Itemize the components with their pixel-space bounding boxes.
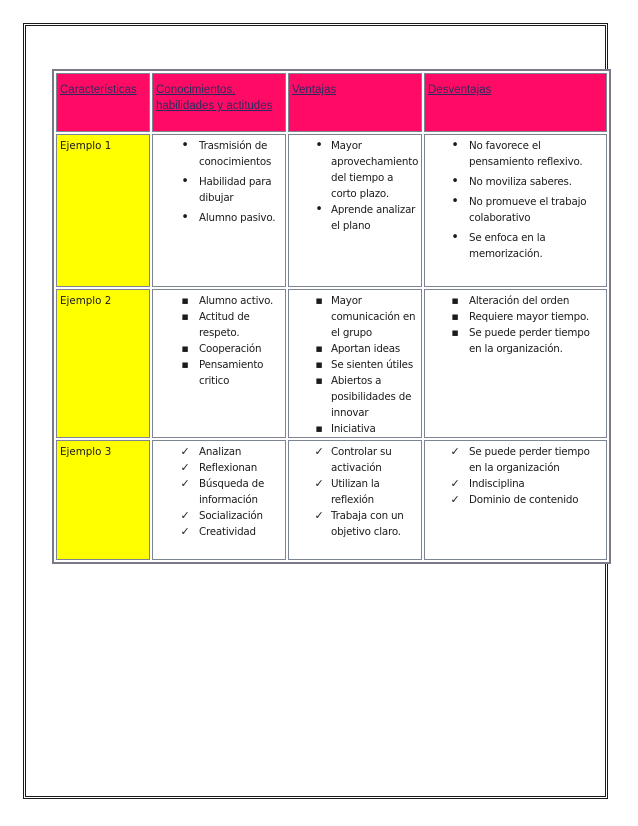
bullet-list bbox=[428, 293, 603, 357]
list-item: ▪ Alteración del orden bbox=[428, 293, 603, 309]
dot-bullet-icon bbox=[178, 174, 192, 191]
list-item: • No moviliza saberes. bbox=[428, 174, 603, 190]
dot-bullet-icon bbox=[312, 202, 326, 219]
conocimientos-cell bbox=[152, 289, 286, 438]
square-bullet-icon bbox=[312, 293, 326, 310]
check-bullet-icon bbox=[312, 508, 326, 525]
check-bullet-icon bbox=[312, 444, 326, 461]
list-item: ✓ Analizan bbox=[156, 444, 282, 460]
bullet-list bbox=[428, 444, 603, 508]
list-item: ✓ Creatividad bbox=[156, 524, 282, 540]
desventajas-cell bbox=[424, 440, 607, 560]
list-item: ▪ Iniciativa bbox=[292, 421, 418, 437]
dot-bullet-icon bbox=[312, 138, 326, 155]
dot-bullet-icon bbox=[448, 194, 462, 211]
list-item: ✓ Socialización bbox=[156, 508, 282, 524]
square-bullet-icon bbox=[178, 357, 192, 374]
row-label: Ejemplo 3 bbox=[56, 440, 150, 560]
check-bullet-icon bbox=[178, 508, 192, 525]
square-bullet-icon bbox=[178, 309, 192, 326]
bullet-list bbox=[292, 293, 418, 437]
list-item: ▪ Se sienten útiles bbox=[292, 357, 418, 373]
list-item: ✓ Indisciplina bbox=[428, 476, 603, 492]
conocimientos-cell bbox=[152, 134, 286, 287]
list-item: ✓ Utilizan la reflexión bbox=[292, 476, 418, 508]
square-bullet-icon bbox=[448, 309, 462, 326]
bullet-list bbox=[156, 444, 282, 540]
square-bullet-icon bbox=[312, 373, 326, 390]
table-row-ejemplo-3 bbox=[56, 440, 607, 560]
check-bullet-icon bbox=[312, 476, 326, 493]
list-item: • No promueve el trabajo colaborativo bbox=[428, 194, 603, 226]
check-bullet-icon bbox=[448, 476, 462, 493]
list-item: • Alumno pasivo. bbox=[156, 210, 282, 226]
square-bullet-icon bbox=[448, 293, 462, 310]
dot-bullet-icon bbox=[178, 210, 192, 227]
header-row bbox=[56, 73, 607, 132]
list-item: ▪ Cooperación bbox=[156, 341, 282, 357]
header-ventajas: Ventajas bbox=[288, 73, 422, 132]
list-item: ▪ Abiertos a posibilidades de innovar bbox=[292, 373, 418, 421]
list-item: • No favorece el pensamiento reflexivo. bbox=[428, 138, 603, 170]
list-item: ▪ Mayor comunicación en el grupo bbox=[292, 293, 418, 341]
list-item: • Se enfoca en la memorización. bbox=[428, 230, 603, 262]
list-item: ▪ Actitud de respeto. bbox=[156, 309, 282, 341]
bullet-list bbox=[292, 138, 418, 234]
list-item: ✓ Dominio de contenido bbox=[428, 492, 603, 508]
row-label: Ejemplo 2 bbox=[56, 289, 150, 438]
desventajas-cell bbox=[424, 134, 607, 287]
table-row-ejemplo-2 bbox=[56, 289, 607, 438]
check-bullet-icon bbox=[448, 492, 462, 509]
square-bullet-icon bbox=[178, 341, 192, 358]
square-bullet-icon bbox=[448, 325, 462, 342]
list-item: ▪ Pensamiento critico bbox=[156, 357, 282, 389]
square-bullet-icon bbox=[312, 357, 326, 374]
list-item: ▪ Requiere mayor tiempo. bbox=[428, 309, 603, 325]
check-bullet-icon bbox=[178, 460, 192, 477]
dot-bullet-icon bbox=[448, 230, 462, 247]
check-bullet-icon bbox=[178, 444, 192, 461]
bullet-list bbox=[156, 293, 282, 389]
header-desventajas: Desventajas bbox=[424, 73, 607, 132]
list-item: ✓ Trabaja con un objetivo claro. bbox=[292, 508, 418, 540]
list-item: ▪ Se puede perder tiempo en la organización. bbox=[428, 325, 603, 357]
comparison-table bbox=[52, 69, 611, 564]
ventajas-cell bbox=[288, 289, 422, 438]
list-item: ✓ Controlar su activación bbox=[292, 444, 418, 476]
bullet-list bbox=[156, 138, 282, 226]
header-conocimientos: Conocimientos, habilidades y actitudes bbox=[152, 73, 286, 132]
square-bullet-icon bbox=[178, 293, 192, 310]
header-caracteristicas: Características bbox=[56, 73, 150, 132]
list-item: • Mayor aprovechamiento del tiempo a corto plazo. bbox=[292, 138, 418, 202]
list-item: ▪ Aportan ideas bbox=[292, 341, 418, 357]
bullet-list bbox=[428, 138, 603, 262]
check-bullet-icon bbox=[178, 476, 192, 493]
list-item: ✓ Se puede perder tiempo en la organización bbox=[428, 444, 603, 476]
ventajas-cell bbox=[288, 134, 422, 287]
list-item: ▪ Alumno activo. bbox=[156, 293, 282, 309]
table-row-ejemplo-1 bbox=[56, 134, 607, 287]
conocimientos-cell bbox=[152, 440, 286, 560]
ventajas-cell bbox=[288, 440, 422, 560]
dot-bullet-icon bbox=[448, 174, 462, 191]
row-label: Ejemplo 1 bbox=[56, 134, 150, 287]
list-item: • Aprende analizar el plano bbox=[292, 202, 418, 234]
list-item: ✓ Reflexionan bbox=[156, 460, 282, 476]
square-bullet-icon bbox=[312, 421, 326, 438]
desventajas-cell bbox=[424, 289, 607, 438]
square-bullet-icon bbox=[312, 341, 326, 358]
dot-bullet-icon bbox=[178, 138, 192, 155]
check-bullet-icon bbox=[178, 524, 192, 541]
list-item: • Habilidad para dibujar bbox=[156, 174, 282, 206]
list-item: ✓ Búsqueda de información bbox=[156, 476, 282, 508]
bullet-list bbox=[292, 444, 418, 540]
check-bullet-icon bbox=[448, 444, 462, 461]
list-item: • Trasmisión de conocimientos bbox=[156, 138, 282, 170]
dot-bullet-icon bbox=[448, 138, 462, 155]
